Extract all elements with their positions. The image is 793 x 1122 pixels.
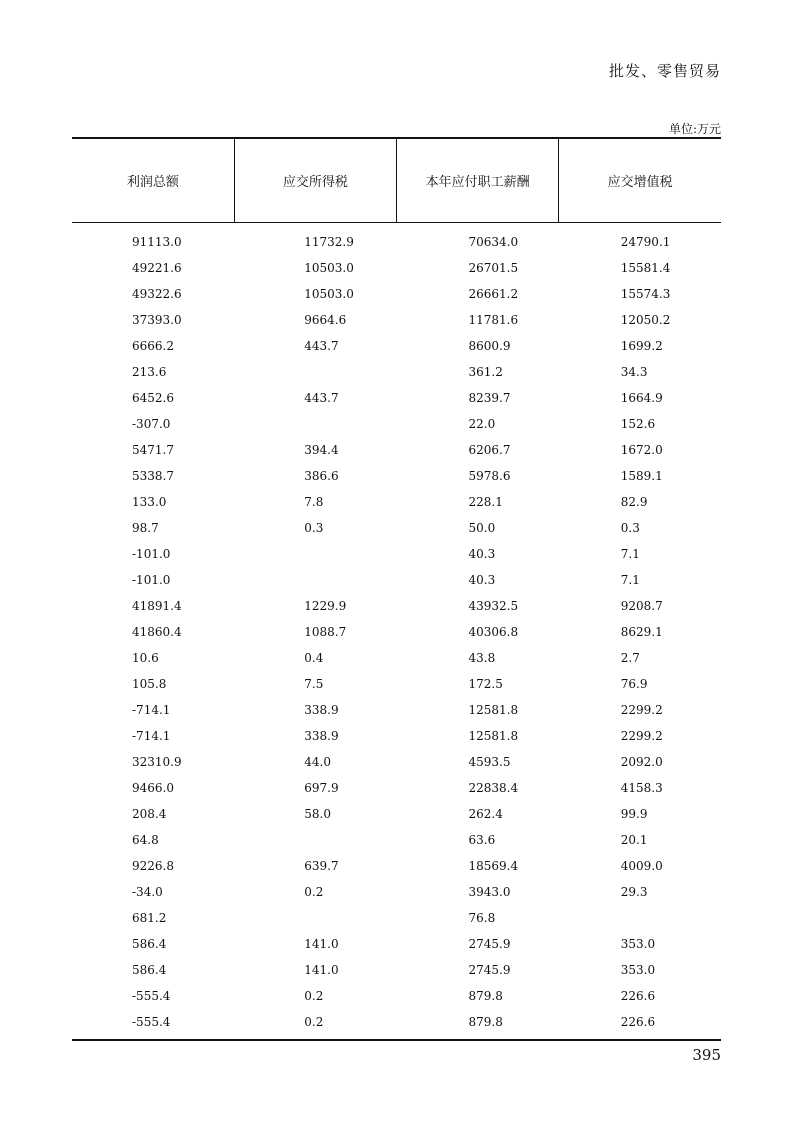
table-cell: 353.0 <box>620 962 656 977</box>
table-cell: 4593.5 <box>468 754 511 769</box>
table-cell: 49221.6 <box>132 260 182 275</box>
table-cell: 8239.7 <box>468 390 511 405</box>
table-row <box>72 697 721 723</box>
table-cell: 133.0 <box>132 494 167 509</box>
table-cell: 0.3 <box>620 520 640 535</box>
table-row <box>72 541 721 567</box>
table-cell: 12581.8 <box>468 728 519 743</box>
table-cell: 1088.7 <box>304 624 347 639</box>
table-row <box>72 385 721 411</box>
table-row <box>72 801 721 827</box>
table-cell: 172.5 <box>468 676 503 691</box>
table-cell: 879.8 <box>468 1014 503 1029</box>
table-cell: -34.0 <box>132 884 163 899</box>
column-header-total-profit: 利润总额 <box>72 138 234 222</box>
table-cell: 7.1 <box>620 572 640 587</box>
table-cell: 152.6 <box>620 416 656 431</box>
table-cell: -307.0 <box>132 416 171 431</box>
table-body <box>72 222 721 1035</box>
table-cell: 2745.9 <box>468 962 511 977</box>
table-cell: 15574.3 <box>620 286 671 301</box>
table-cell: 226.6 <box>620 1014 656 1029</box>
table-cell: 228.1 <box>468 494 503 509</box>
table-cell: 12581.8 <box>468 702 519 717</box>
table-cell: 2745.9 <box>468 936 511 951</box>
table-cell <box>234 411 396 437</box>
table-cell: 37393.0 <box>132 312 182 327</box>
table-cell: 2299.2 <box>620 728 663 743</box>
table-row <box>72 775 721 801</box>
table-cell: 22.0 <box>468 416 496 431</box>
table-cell: -714.1 <box>132 728 171 743</box>
table-cell: 10.6 <box>132 650 159 665</box>
table-cell: 1699.2 <box>620 338 663 353</box>
table-cell: 443.7 <box>304 390 339 405</box>
table-cell: 76.9 <box>620 676 648 691</box>
table-cell: 50.0 <box>468 520 496 535</box>
data-table-container <box>72 137 721 1041</box>
table-cell: 0.2 <box>304 884 324 899</box>
table-row <box>72 1009 721 1035</box>
table-cell: 32310.9 <box>132 754 182 769</box>
data-table <box>72 137 721 1035</box>
table-cell: 0.3 <box>304 520 324 535</box>
table-cell: 10503.0 <box>304 286 354 301</box>
table-row <box>72 307 721 333</box>
table-row <box>72 645 721 671</box>
table-cell: 43.8 <box>468 650 496 665</box>
table-cell: 1589.1 <box>620 468 663 483</box>
table-cell <box>234 359 396 385</box>
table-cell: 0.4 <box>304 650 324 665</box>
table-row <box>72 749 721 775</box>
table-row <box>72 619 721 645</box>
column-header-vat: 应交增值税 <box>559 138 721 222</box>
table-cell: 9664.6 <box>304 312 347 327</box>
table-cell: 43932.5 <box>468 598 519 613</box>
table-row <box>72 281 721 307</box>
table-cell: 338.9 <box>304 702 339 717</box>
table-cell: 681.2 <box>132 910 167 925</box>
table-cell: 105.8 <box>132 676 167 691</box>
table-cell: 9466.0 <box>132 780 174 795</box>
table-cell: 49322.6 <box>132 286 182 301</box>
table-cell: 24790.1 <box>620 234 671 249</box>
table-bottom-rule <box>72 1039 721 1041</box>
table-cell: 2.7 <box>620 650 640 665</box>
unit-label: 单位:万元 <box>668 122 721 136</box>
table-cell: 361.2 <box>468 364 503 379</box>
table-cell: 1672.0 <box>620 442 663 457</box>
table-cell <box>234 567 396 593</box>
table-cell: 2299.2 <box>620 702 663 717</box>
table-cell: 70634.0 <box>468 234 519 249</box>
table-cell: 7.1 <box>620 546 640 561</box>
table-cell: 11781.6 <box>468 312 519 327</box>
table-cell: 64.8 <box>132 832 159 847</box>
table-cell: -555.4 <box>132 1014 171 1029</box>
page-number: 395 <box>692 1046 721 1064</box>
table-cell: 91113.0 <box>132 234 182 249</box>
table-cell: 353.0 <box>620 936 656 951</box>
table-row <box>72 827 721 853</box>
table-cell: 0.2 <box>304 988 324 1003</box>
table-cell: 20.1 <box>620 832 648 847</box>
table-cell: 40.3 <box>468 546 496 561</box>
table-cell: 7.8 <box>304 494 324 509</box>
section-title: 批发、零售贸易 <box>608 62 721 80</box>
table-cell: 1229.9 <box>304 598 347 613</box>
table-cell: 40.3 <box>468 572 496 587</box>
table-cell: 5978.6 <box>468 468 511 483</box>
table-cell: 11732.9 <box>304 234 354 249</box>
table-cell: 5338.7 <box>132 468 174 483</box>
table-row <box>72 411 721 437</box>
table-cell: 879.8 <box>468 988 503 1003</box>
table-cell: 8629.1 <box>620 624 663 639</box>
table-cell: 141.0 <box>304 962 339 977</box>
table-row <box>72 931 721 957</box>
table-row <box>72 723 721 749</box>
table-cell: 9208.7 <box>620 598 663 613</box>
table-cell: 586.4 <box>132 936 167 951</box>
table-cell: 9226.8 <box>132 858 174 873</box>
table-cell: 12050.2 <box>620 312 671 327</box>
table-cell: 7.5 <box>304 676 324 691</box>
table-cell: 99.9 <box>620 806 648 821</box>
table-cell: 6206.7 <box>468 442 511 457</box>
table-cell <box>559 905 721 931</box>
table-cell <box>234 827 396 853</box>
table-cell: 208.4 <box>132 806 167 821</box>
table-cell: 15581.4 <box>620 260 671 275</box>
table-cell: 22838.4 <box>468 780 519 795</box>
table-cell: -714.1 <box>132 702 171 717</box>
table-row <box>72 853 721 879</box>
table-cell: 26661.2 <box>468 286 519 301</box>
table-cell: 443.7 <box>304 338 339 353</box>
table-row <box>72 255 721 281</box>
table-cell: 2092.0 <box>620 754 663 769</box>
table-row <box>72 957 721 983</box>
table-row <box>72 671 721 697</box>
table-cell: -101.0 <box>132 546 171 561</box>
table-cell: 98.7 <box>132 520 159 535</box>
table-cell: 394.4 <box>304 442 339 457</box>
table-cell: 4158.3 <box>620 780 663 795</box>
table-cell: 34.3 <box>620 364 648 379</box>
table-cell: 586.4 <box>132 962 167 977</box>
table-row <box>72 515 721 541</box>
table-cell: 76.8 <box>468 910 496 925</box>
table-cell: 6452.6 <box>132 390 174 405</box>
table-row <box>72 437 721 463</box>
table-row <box>72 593 721 619</box>
table-cell: 262.4 <box>468 806 503 821</box>
table-row <box>72 489 721 515</box>
table-cell: 29.3 <box>620 884 648 899</box>
table-row <box>72 463 721 489</box>
table-row <box>72 983 721 1009</box>
table-cell: 1664.9 <box>620 390 663 405</box>
table-cell: 386.6 <box>304 468 339 483</box>
table-cell <box>234 541 396 567</box>
table-cell: -555.4 <box>132 988 171 1003</box>
table-cell: 697.9 <box>304 780 339 795</box>
table-cell: 58.0 <box>304 806 331 821</box>
table-row <box>72 905 721 931</box>
table-row <box>72 333 721 359</box>
table-cell: 82.9 <box>620 494 648 509</box>
table-cell: 3943.0 <box>468 884 511 899</box>
table-cell: 226.6 <box>620 988 656 1003</box>
table-cell: 141.0 <box>304 936 339 951</box>
table-cell: 41891.4 <box>132 598 182 613</box>
column-header-income-tax: 应交所得税 <box>234 138 396 222</box>
table-cell: 41860.4 <box>132 624 182 639</box>
header-row <box>72 138 721 222</box>
table-cell: 8600.9 <box>468 338 511 353</box>
table-cell: -101.0 <box>132 572 171 587</box>
table-row <box>72 879 721 905</box>
table-cell: 6666.2 <box>132 338 174 353</box>
column-header-payroll: 本年应付职工薪酬 <box>397 138 559 222</box>
table-cell: 639.7 <box>304 858 339 873</box>
table-cell: 44.0 <box>304 754 331 769</box>
table-row <box>72 359 721 385</box>
table-row <box>72 222 721 255</box>
table-row <box>72 567 721 593</box>
table-cell: 213.6 <box>132 364 167 379</box>
table-cell: 26701.5 <box>468 260 519 275</box>
table-cell: 40306.8 <box>468 624 519 639</box>
table-cell: 18569.4 <box>468 858 519 873</box>
table-cell: 338.9 <box>304 728 339 743</box>
table-cell: 63.6 <box>468 832 496 847</box>
table-cell: 10503.0 <box>304 260 354 275</box>
table-cell: 5471.7 <box>132 442 174 457</box>
table-cell <box>234 905 396 931</box>
table-cell: 4009.0 <box>620 858 663 873</box>
table-cell: 0.2 <box>304 1014 324 1029</box>
